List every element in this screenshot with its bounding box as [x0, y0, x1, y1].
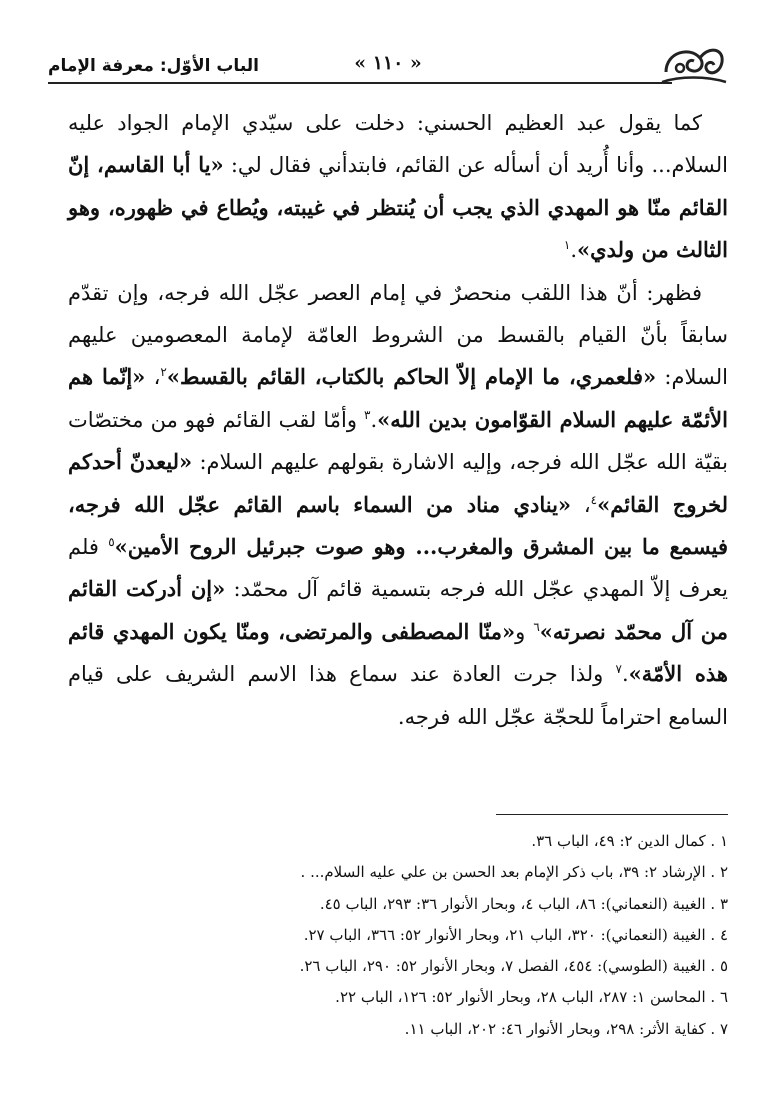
chapter-title: الباب الأوّل: معرفة الإمام	[48, 56, 259, 76]
quote-segment: «ينادي مناد من السماء باسم القائم عجّل الله فرجه، فيسمع ما بين المشرق والمغرب... وهو صوت جبرئيل الروح الأمين»	[68, 491, 728, 560]
text-segment: ،	[571, 492, 591, 517]
footnotes-list	[150, 826, 728, 1045]
footnote-ref[interactable]: ٤	[590, 492, 598, 507]
text-segment: ،	[145, 365, 161, 390]
footnote-ref[interactable]: ١	[563, 238, 571, 253]
footnote-2: ٢ . الإرشاد ٢: ٣٩، باب ذكر الإمام بعد الحسن بن علي عليه السلام... .	[300, 863, 728, 882]
footnote-ref[interactable]: ٢	[160, 365, 167, 380]
footnote-6: ٦ . المحاسن ١: ٢٨٧، الباب ٢٨، وبحار الأنوار ٥٢: ١٢٦، الباب ٢٢.	[335, 988, 728, 1007]
footnote-divider	[496, 814, 728, 815]
quote-segment: «ليعدنّ أحدكم لخروج القائم»	[68, 449, 729, 517]
text-segment: و	[515, 619, 534, 644]
footnote-3: ٣ . الغيبة (النعماني): ٨٦، الباب ٤، وبحار الأنوار ٣٦: ٢٩٣، الباب ٤٥.	[319, 894, 728, 913]
main-text	[68, 102, 728, 738]
page-number: « ١١٠ »	[354, 52, 422, 74]
footnote-7: ٧ . كفاية الأثر: ٢٩٨، وبحار الأنوار ٤٦: ٢٠٢، الباب ١١.	[404, 1019, 728, 1038]
footnote-ref[interactable]: ٦	[533, 619, 540, 634]
quote-segment: «إنّما هم الأئمّة عليهم السلام القوّامون بدين الله»	[68, 364, 728, 432]
quote-segment: «إن أدركت القائم من آل محمّد نصرته»	[68, 576, 728, 644]
quote-segment: «منّا المصطفى والمرتضى، ومنّا يكون المهدي قائم هذه الأمّة»	[68, 618, 729, 687]
footnote-ref[interactable]: ٥	[108, 535, 115, 550]
text-segment: .	[570, 238, 578, 263]
footnote-1: ١ . كمال الدين ٢: ٤٩، الباب ٣٦.	[531, 832, 728, 850]
text-segment: .	[621, 662, 629, 687]
text-segment: فظهر: أنّ هذا اللقب منحصرٌ في إمام العصر عجّل الله فرجه، وإن تقدّم سابقاً بأنّ القيام بالقسط من الشروط العامّة لإمامة المعصومين عليهم السلام:	[68, 280, 728, 390]
footnote-4: ٤ . الغيبة (النعماني): ٣٢٠، الباب ٢١، وبحار الأنوار ٥٢: ٣٦٦، الباب ٢٧.	[303, 925, 728, 944]
paragraph-1	[68, 102, 728, 272]
paragraph-2	[68, 272, 728, 738]
text-segment: ولذا جرت العادة عند سماع هذا الاسم الشريف على قيام السامع احتراماً للحجّة عجّل الله فرجه.	[68, 662, 728, 729]
page-header	[48, 42, 728, 88]
quote-segment: «فلعمري، ما الإمام إلاّ الحاكم بالكتاب، القائم بالقسط»	[166, 364, 657, 390]
footnote-ref[interactable]: ٣	[364, 407, 371, 422]
ornament-icon	[660, 42, 728, 86]
header-divider	[48, 82, 672, 84]
text-segment: فلم يعرف إلاّ المهدي عجّل الله فرجه بتسمية قائم آل محمّد:	[68, 535, 728, 602]
text-segment: وأمّا لقب القائم فهو من مختصّات بقيّة الله عجّل الله فرجه، وإليه الاشارة بقولهم عليهم السلام:	[68, 407, 728, 475]
text-segment: كما يقول عبد العظيم الحسني: دخلت على سيّدي الإمام الجواد عليه السلام... وأنا أُريد أن أسأله عن القائم، فابتدأني فقال لي:	[68, 111, 728, 178]
footnote-5: ٥ . الغيبة (الطوسي): ٤٥٤، الفصل ٧، وبحار الأنوار ٥٢: ٢٩٠، الباب ٢٦.	[299, 957, 728, 976]
text-segment: .	[370, 407, 378, 432]
footnote-ref[interactable]: ٧	[615, 662, 622, 677]
quote-segment: «يا أبا القاسم، إنّ القائم منّا هو المهدي الذي يجب أن يُنتظر في غيبته، ويُطاع في ظهوره، وهو الثالث من ولدي»	[68, 152, 728, 263]
